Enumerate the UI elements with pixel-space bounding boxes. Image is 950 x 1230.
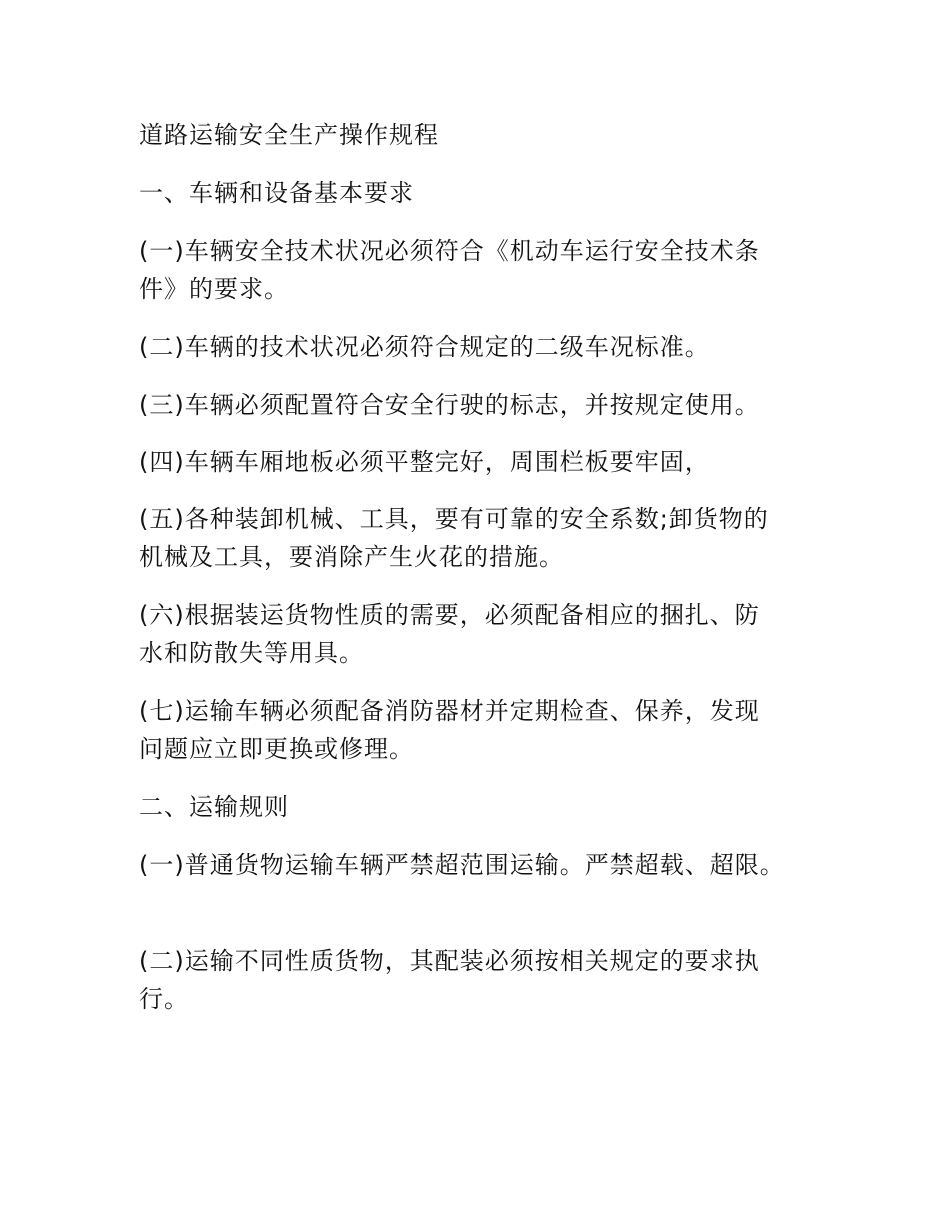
paragraph-1-6-line-1: (六)根据装运货物性质的需要，必须配备相应的捆扎、防 <box>139 601 760 629</box>
paragraph-1-7-line-2: 问题应立即更换或修理。 <box>139 735 414 763</box>
paragraph-1-1-line-1: (一)车辆安全技术状况必须符合《机动车运行安全技术条 <box>139 237 760 265</box>
paragraph-1-3: (三)车辆必须配置符合安全行驶的标志，并按规定使用。 <box>139 391 760 419</box>
paragraph-1-7-line-1: (七)运输车辆必须配备消防器材并定期检查、保养，发现 <box>139 697 760 725</box>
section-heading-vehicle-requirements: 一、车辆和设备基本要求 <box>139 179 414 207</box>
paragraph-2-2-line-2: 行。 <box>139 985 189 1013</box>
paragraph-1-2: (二)车辆的技术状况必须符合规定的二级车况标准。 <box>139 333 710 361</box>
section-heading-transport-rules: 二、运输规则 <box>139 793 289 821</box>
document-title: 道路运输安全生产操作规程 <box>139 121 439 149</box>
paragraph-1-6-line-2: 水和防散失等用具。 <box>139 639 364 667</box>
paragraph-1-1-line-2: 件》的要求。 <box>139 275 289 303</box>
paragraph-1-5-line-2: 机械及工具，要消除产生火花的措施。 <box>139 543 564 571</box>
paragraph-2-1: (一)普通货物运输车辆严禁超范围运输。严禁超载、超限。 <box>139 851 785 879</box>
paragraph-2-2-line-1: (二)运输不同性质货物，其配装必须按相关规定的要求执 <box>139 947 760 975</box>
paragraph-1-4: (四)车辆车厢地板必须平整完好，周围栏板要牢固， <box>139 448 710 476</box>
paragraph-1-5-line-1: (五)各种装卸机械、工具，要有可靠的安全系数;卸货物的 <box>139 505 769 533</box>
